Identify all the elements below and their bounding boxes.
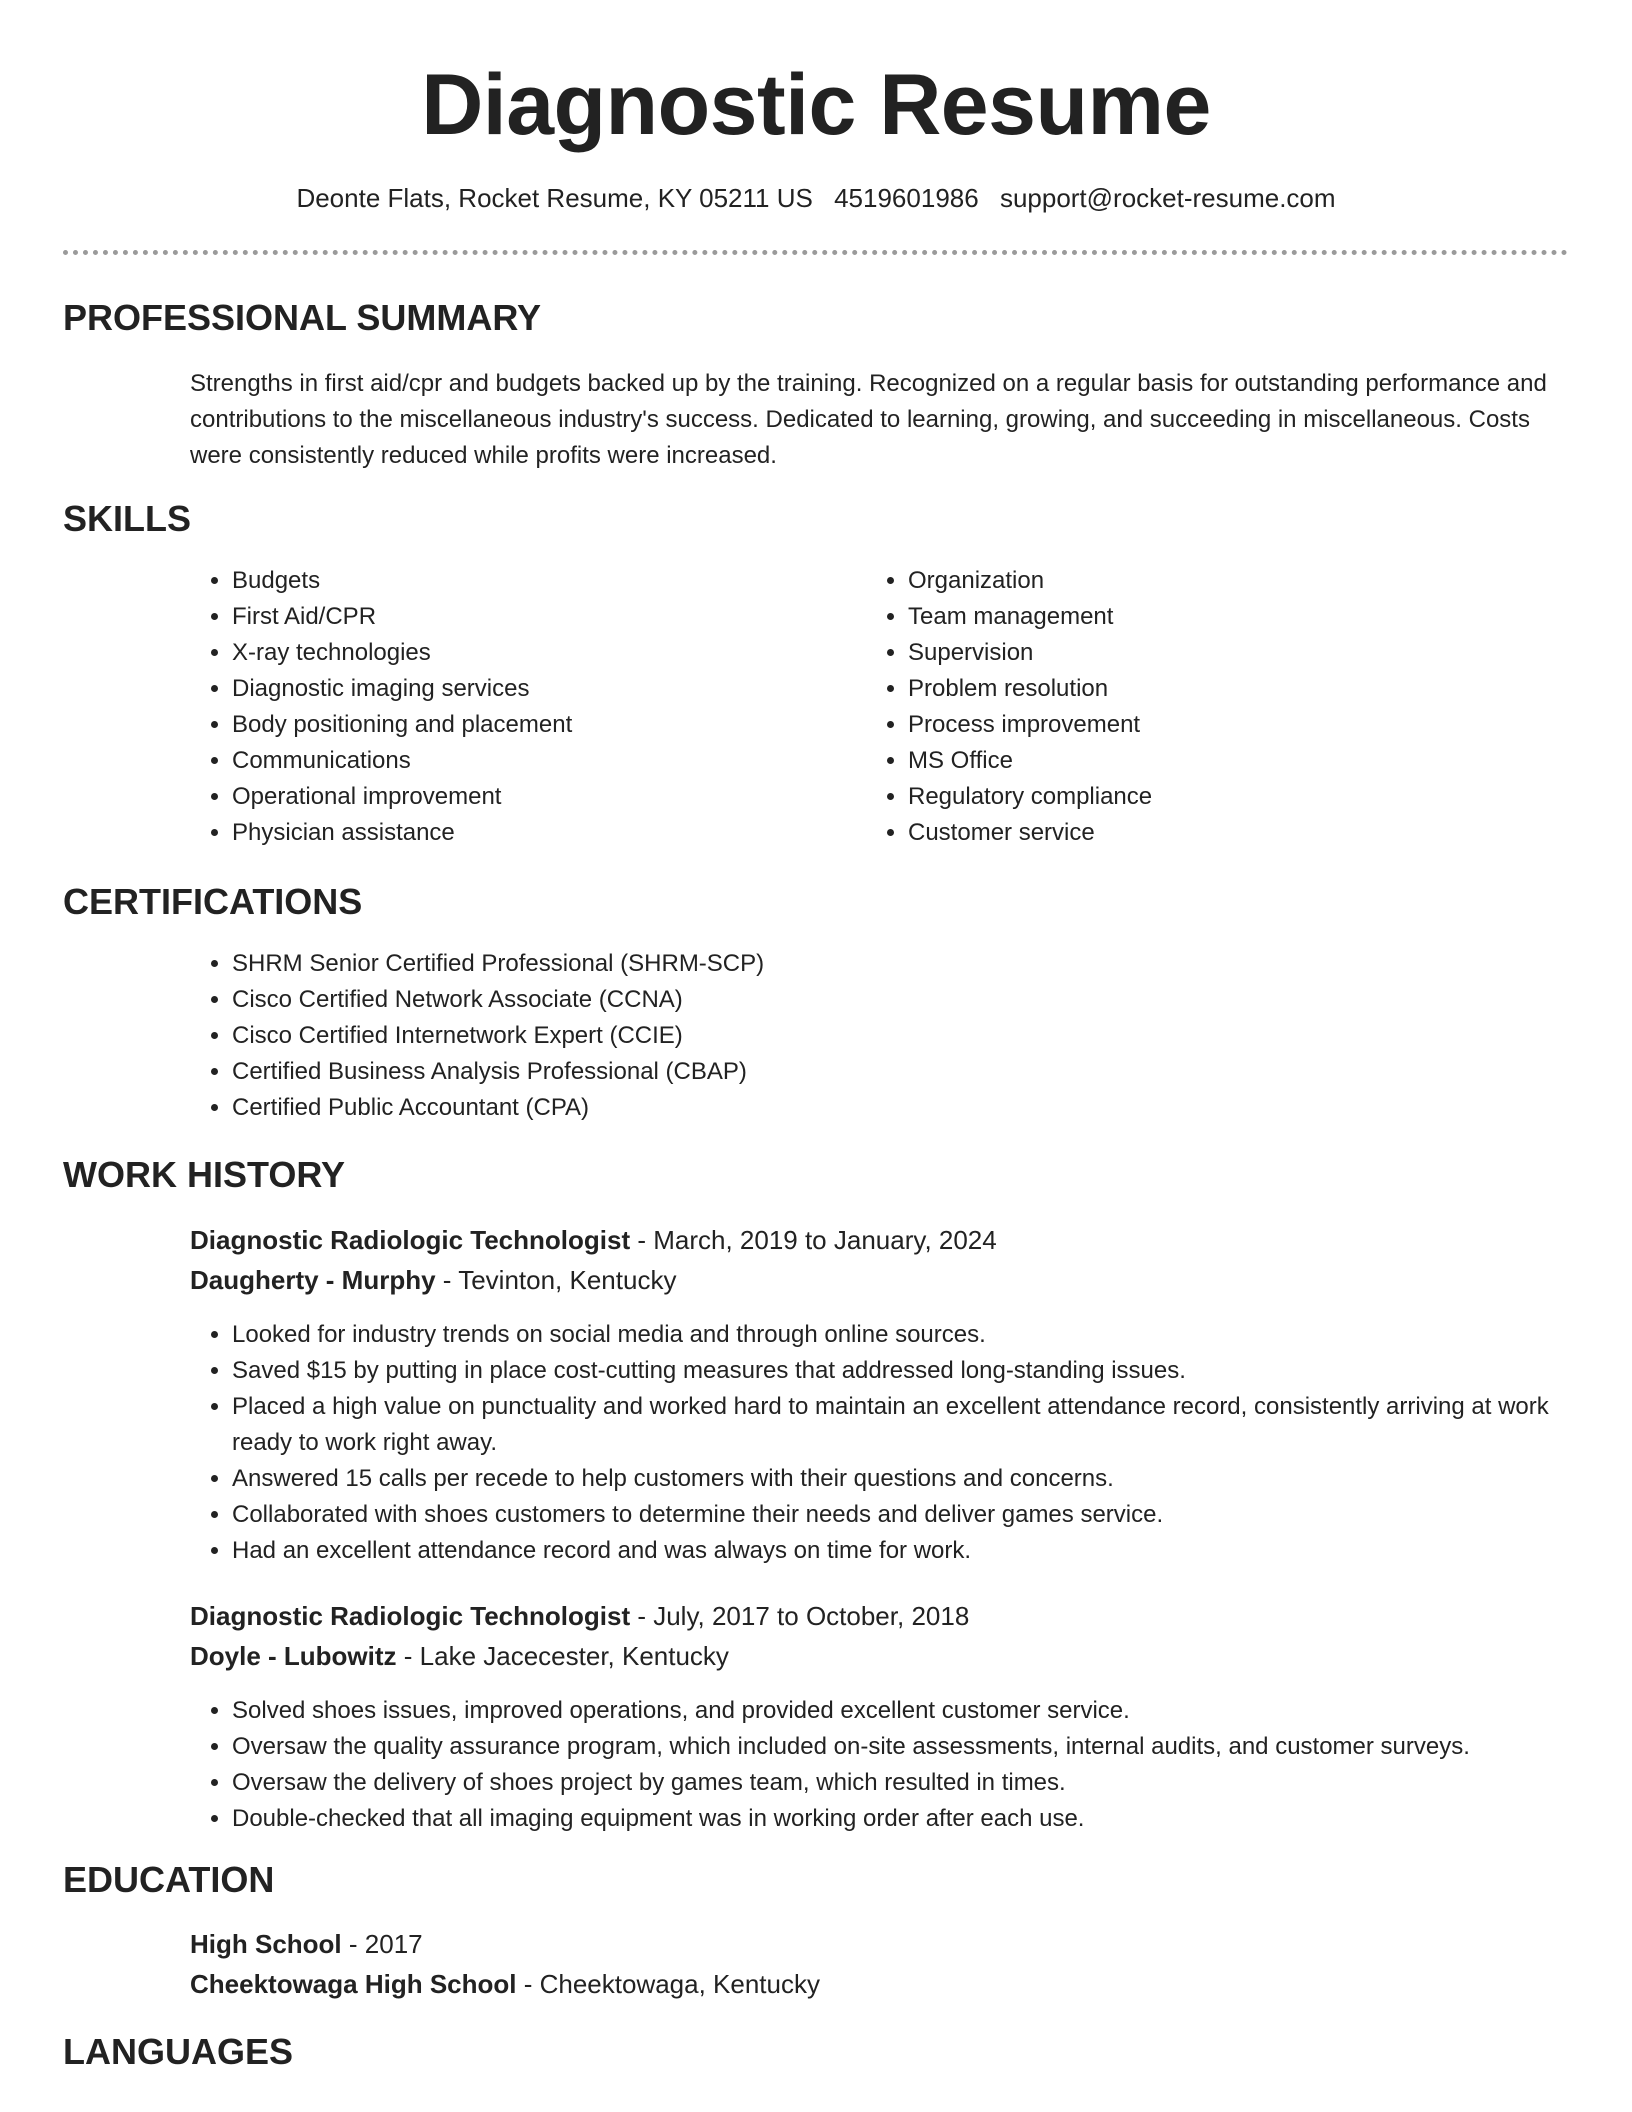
list-item: • Budgets [232, 563, 852, 599]
list-item: • Saved $15 by putting in place cost-cutting measures that addressed long-standing issues. [232, 1353, 1612, 1389]
list-item: • Collaborated with shoes customers to determine their needs and deliver games service. [232, 1497, 1612, 1533]
education-degree: High School [190, 1929, 342, 1959]
job-location: - Lake Jacecester, Kentucky [396, 1641, 729, 1671]
job-bullets [188, 1317, 1612, 1569]
education-year: - 2017 [341, 1929, 423, 1959]
education-degree-line [190, 1924, 423, 1964]
list-item: • Oversaw the delivery of shoes project by games team, which resulted in times. [232, 1765, 1612, 1801]
list-item: • Supervision [908, 635, 1528, 671]
list-item: • Cisco Certified Internetwork Expert (CCIE) [232, 1018, 1612, 1054]
list-item: • Customer service [908, 815, 1528, 851]
job-company-line [190, 1636, 729, 1676]
job-title: Diagnostic Radiologic Technologist [190, 1225, 631, 1255]
contact-address: Deonte Flats, Rocket Resume, KY 05211 US [296, 183, 813, 213]
job-title-line [190, 1596, 969, 1636]
list-item: • Solved shoes issues, improved operations, and provided excellent customer service. [232, 1693, 1612, 1729]
certifications-list [188, 946, 1612, 1126]
header-divider [63, 250, 1568, 255]
list-item: • Organization [908, 563, 1528, 599]
section-heading-certifications: CERTIFICATIONS [63, 881, 363, 922]
list-item: • Double-checked that all imaging equipment was in working order after each use. [232, 1801, 1612, 1837]
skills-list-left [188, 563, 852, 851]
contact-line [0, 180, 1632, 216]
page-title: Diagnostic Resume [421, 57, 1211, 153]
job-title: Diagnostic Radiologic Technologist [190, 1601, 631, 1631]
section-heading-education: EDUCATION [63, 1859, 275, 1900]
list-item: • Looked for industry trends on social media and through online sources. [232, 1317, 1612, 1353]
list-item: • Cisco Certified Network Associate (CCNA) [232, 982, 1612, 1018]
job-company: Daugherty - Murphy [190, 1265, 436, 1295]
list-item: • Problem resolution [908, 671, 1528, 707]
list-item: • Certified Public Accountant (CPA) [232, 1090, 1612, 1126]
job-dates: - July, 2017 to October, 2018 [630, 1601, 970, 1631]
list-item: • Certified Business Analysis Professional (CBAP) [232, 1054, 1612, 1090]
list-item: • Regulatory compliance [908, 779, 1528, 815]
job-company: Doyle - Lubowitz [190, 1641, 397, 1671]
section-heading-summary: PROFESSIONAL SUMMARY [63, 297, 542, 338]
job-bullets [188, 1693, 1612, 1837]
list-item: • Placed a high value on punctuality and worked hard to maintain an excellent attendance record, consistently arriving at work ready to work right away. [232, 1389, 1612, 1461]
list-item: • X-ray technologies [232, 635, 852, 671]
education-school: Cheektowaga High School [190, 1969, 517, 1999]
list-item: • SHRM Senior Certified Professional (SHRM-SCP) [232, 946, 1612, 982]
education-location: - Cheektowaga, Kentucky [516, 1969, 820, 1999]
list-item: • Diagnostic imaging services [232, 671, 852, 707]
summary-text: Strengths in first aid/cpr and budgets backed up by the training. Recognized on a regular basis for outstanding performance and contributions to the miscellaneous industry's success. Dedicated to learning, growing, and succeeding in miscellaneous. Costs were consistently reduced while profits were increased. [190, 370, 1547, 469]
job-title-line [190, 1220, 997, 1260]
job-dates: - March, 2019 to January, 2024 [630, 1225, 997, 1255]
list-item: • First Aid/CPR [232, 599, 852, 635]
section-heading-languages: LANGUAGES [63, 2031, 294, 2072]
section-heading-work-history: WORK HISTORY [63, 1154, 346, 1195]
job-company-line [190, 1260, 676, 1300]
list-item: • Body positioning and placement [232, 707, 852, 743]
list-item: • Had an excellent attendance record and was always on time for work. [232, 1533, 1612, 1569]
list-item: • Oversaw the quality assurance program, which included on-site assessments, internal audits, and customer surveys. [232, 1729, 1612, 1765]
list-item: • Operational improvement [232, 779, 852, 815]
list-item: • MS Office [908, 743, 1528, 779]
list-item: • Physician assistance [232, 815, 852, 851]
list-item: • Answered 15 calls per recede to help customers with their questions and concerns. [232, 1461, 1612, 1497]
job-location: - Tevinton, Kentucky [435, 1265, 677, 1295]
education-school-line [190, 1964, 820, 2004]
skills-list-right [864, 563, 1528, 851]
contact-phone: 4519601986 [834, 183, 979, 213]
contact-email: support@rocket-resume.com [999, 183, 1336, 213]
section-heading-skills: SKILLS [63, 498, 192, 539]
list-item: • Team management [908, 599, 1528, 635]
list-item: • Communications [232, 743, 852, 779]
list-item: • Process improvement [908, 707, 1528, 743]
